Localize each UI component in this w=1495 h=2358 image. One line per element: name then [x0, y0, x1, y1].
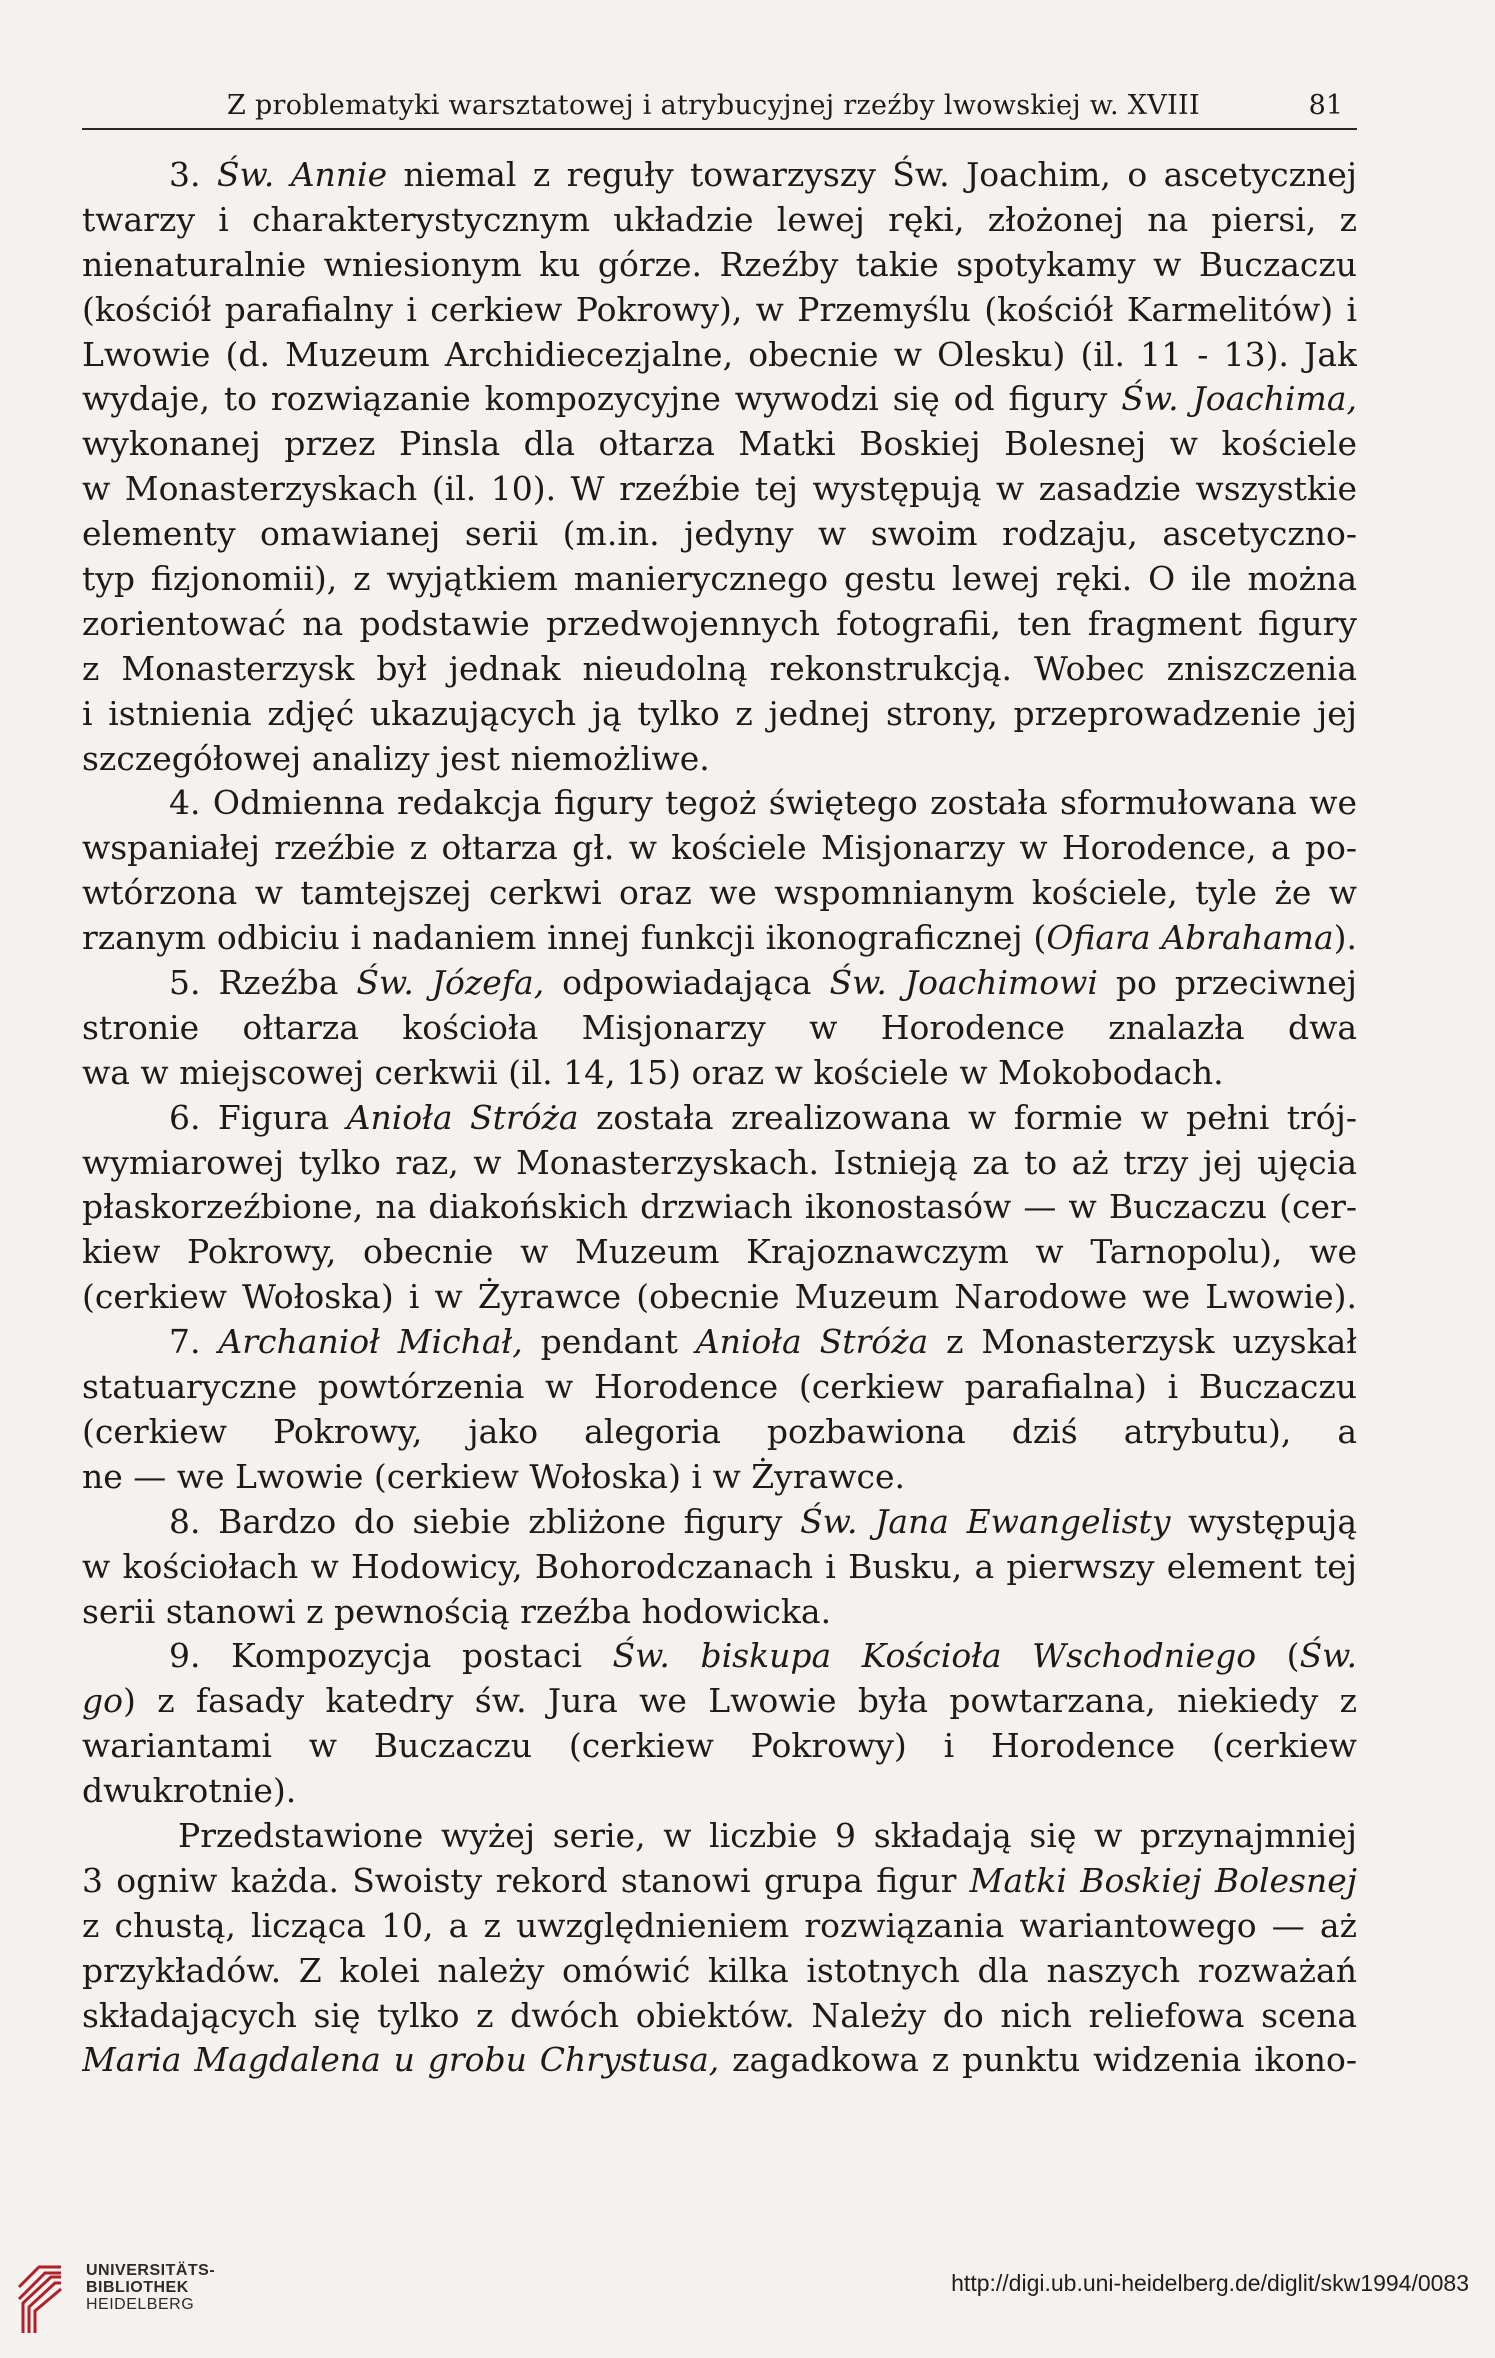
text-line: [82, 153, 1357, 198]
text-segment: ) z fasady katedry św. Jura we Lwowie była powtarzana, niekiedy z: [123, 1681, 1357, 1721]
text-line: [82, 1275, 1357, 1320]
text-line: [82, 1051, 1357, 1096]
text-line: [82, 1185, 1357, 1230]
text-segment: z Monasterzysk był jednak nieudolną rekonstrukcją. Wobec zniszczenia: [82, 648, 1357, 688]
text-line: [82, 1904, 1357, 1949]
italic-text: Św. Annie: [216, 155, 388, 194]
text-line: [82, 1679, 1357, 1724]
text-segment: składających się tylko z dwóch obiektów. Należy do nich reliefowa scena: [82, 1995, 1357, 2035]
text-line: [82, 1949, 1357, 1994]
italic-text: Matki Boskiej Bolesnej: [969, 1860, 1357, 1900]
text-segment: płaskorzeźbione, na diakońskich drzwiach ikonostasów — w Buczaczu (cer-: [82, 1187, 1357, 1227]
page-number: 81: [1308, 90, 1343, 121]
text-line: [82, 1141, 1357, 1186]
text-segment: typ fizjonomii), z wyjątkiem manierycznego gestu lewej ręki. O ile można: [82, 559, 1357, 599]
text-line: [82, 602, 1357, 647]
text-segment: przykładów. Z kolei należy omówić kilka istotnych dla naszych rozważań: [82, 1950, 1357, 1990]
text-segment: wymiarowej tylko raz, w Monasterzyskach. Istnieją za to aż trzy jej ujęcia: [82, 1142, 1357, 1182]
text-segment: z chustą, licząca 10, a z uwzględnieniem rozwiązania wariantowego — aż: [82, 1905, 1357, 1945]
text-line: [82, 737, 1357, 782]
text-line: [82, 647, 1357, 692]
text-segment: pendant: [522, 1322, 696, 1362]
text-segment: statuaryczne powtórzenia w Horodence (cerkiew parafialna) i Buczaczu: [82, 1367, 1357, 1407]
text-segment: 5. Rzeźba: [169, 963, 357, 1003]
text-segment: niemal z reguły towarzyszy Św. Joachim, o ascetycznej: [387, 155, 1357, 194]
text-line: [82, 781, 1357, 826]
text-line: [82, 1455, 1357, 1500]
text-segment: nienaturalnie wniesionym ku górze. Rzeźby takie spotykamy w Buczaczu: [82, 244, 1357, 284]
text-line: [82, 1769, 1357, 1814]
text-line: [82, 826, 1357, 871]
text-line: [82, 871, 1357, 916]
text-line: [82, 288, 1357, 333]
text-segment: po przeciwnej: [1097, 963, 1357, 1003]
text-line: [82, 1590, 1357, 1635]
italic-text: Archanioł Michał,: [218, 1322, 523, 1362]
text-segment: 8. Bardzo do siebie zbliżone figury: [169, 1501, 801, 1541]
text-line: [82, 692, 1357, 737]
university-library-logo-icon: [13, 2247, 67, 2337]
text-line: [82, 1634, 1357, 1679]
text-line: [82, 1859, 1357, 1904]
text-segment: serii stanowi z pewnością rzeźba hodowicka.: [82, 1591, 832, 1631]
text-segment: ne — we Lwowie (cerkiew Wołoska) i w Żyrawce.: [82, 1456, 905, 1496]
text-segment: zagadkowa z punktu widzenia ikono-: [719, 2040, 1357, 2080]
text-segment: 4. Odmienna redakcja figury tegoż świętego została sformułowana we: [169, 783, 1357, 823]
italic-text: Św.: [1299, 1636, 1357, 1676]
running-header: [82, 88, 1357, 130]
text-line: [82, 1814, 1357, 1859]
italic-text: Anioła Stróża: [346, 1097, 579, 1137]
text-segment: (: [1256, 1636, 1300, 1676]
italic-text: Św. Jana Ewangelisty: [800, 1501, 1171, 1541]
text-segment: 3 ogniw każda. Swoisty rekord stanowi grupa figur: [82, 1860, 970, 1900]
library-name-line-1: UNIVERSITÄTS-: [86, 2262, 216, 2279]
text-line: [82, 1365, 1357, 1410]
italic-text: Ofiara Abrahama: [1046, 918, 1334, 958]
text-segment: w Monasterzyskach (il. 10). W rzeźbie tej występują w zasadzie wszystkie: [82, 469, 1357, 509]
text-segment: występują: [1170, 1501, 1357, 1541]
text-line: [82, 1230, 1357, 1275]
source-url-link[interactable]: http://digi.ub.uni-heidelberg.de/diglit/skw1994/0083: [951, 2270, 1469, 2296]
text-line: [82, 916, 1357, 961]
text-segment: wariantami w Buczaczu (cerkiew Pokrowy) i Horodence (cerkiew: [82, 1726, 1357, 1766]
italic-text: go: [82, 1681, 123, 1721]
text-segment: (kościół parafialny i cerkiew Pokrowy), w Przemyślu (kościół Karmelitów) i: [82, 289, 1357, 329]
text-segment: w kościołach w Hodowicy, Bohorodczanach i Busku, a pierwszy element tej: [82, 1546, 1357, 1586]
text-segment: dwukrotnie).: [82, 1771, 297, 1811]
text-segment: 6. Figura: [169, 1097, 347, 1137]
text-segment: z Monasterzysk uzyskał: [928, 1322, 1357, 1362]
text-line: [82, 243, 1357, 288]
text-line: [82, 1545, 1357, 1590]
text-segment: twarzy i charakterystycznym układzie lewej ręki, złożonej na piersi, z: [82, 199, 1357, 239]
text-segment: zorientować na podstawie przedwojennych fotografii, ten fragment figury: [82, 603, 1357, 643]
italic-text: Św. biskupa Kościoła Wschodniego: [612, 1636, 1257, 1676]
text-segment: wa w miejscowej cerkwii (il. 14, 15) oraz w kościele w Mokobodach.: [82, 1052, 1224, 1092]
text-line: [82, 1994, 1357, 2039]
text-segment: Lwowie (d. Muzeum Archidiecezjalne, obecnie w Olesku) (il. 11 - 13). Jak: [82, 334, 1357, 374]
text-line: [82, 512, 1357, 557]
text-segment: wtórzona w tamtejszej cerkwi oraz we wspomnianym kościele, tyle że w: [82, 873, 1357, 913]
text-segment: odpowiadająca: [544, 963, 830, 1003]
italic-text: Anioła Stróża: [695, 1322, 929, 1362]
italic-text: Św. Józefa,: [356, 963, 545, 1003]
text-line: [82, 1006, 1357, 1051]
text-line: [82, 961, 1357, 1006]
text-line: [82, 198, 1357, 243]
running-title: Z problematyki warsztatowej i atrybucyjnej rzeźby lwowskiej w. XVIII: [227, 90, 1200, 121]
text-line: [82, 2038, 1357, 2083]
text-segment: 3.: [169, 155, 217, 194]
text-segment: 9. Kompozycja postaci: [169, 1636, 613, 1676]
text-segment: wspaniałej rzeźbie z ołtarza gł. w kościele Misjonarzy w Horodence, a po-: [82, 828, 1357, 868]
text-segment: rzanym odbiciu i nadaniem innej funkcji ikonograficznej (: [82, 918, 1047, 958]
text-line: [82, 422, 1357, 467]
text-line: [82, 1500, 1357, 1545]
italic-text: Św. Joachima,: [1121, 379, 1357, 419]
text-segment: wykonanej przez Pinsla dla ołtarza Matki Boskiej Bolesnej w kościele: [82, 424, 1357, 464]
text-segment: Przedstawione wyżej serie, w liczbie 9 składają się w przynajmniej: [178, 1815, 1357, 1855]
italic-text: Maria Magdalena u grobu Chrystusa,: [82, 2040, 720, 2080]
text-segment: (cerkiew Pokrowy, jako alegoria pozbawiona dziś atrybutu), a: [82, 1411, 1357, 1451]
italic-text: Św. Joachimowi: [829, 963, 1098, 1003]
text-segment: ).: [1333, 918, 1357, 958]
library-name-line-3: HEIDELBERG: [86, 2296, 195, 2313]
text-segment: wydaje, to rozwiązanie kompozycyjne wywodzi się od figury: [82, 379, 1122, 419]
text-segment: została zrealizowana w formie w pełni trój-: [578, 1097, 1357, 1137]
text-line: [82, 1320, 1357, 1365]
text-segment: 7.: [169, 1322, 219, 1362]
body-text: [82, 153, 1357, 2083]
text-segment: szczegółowej analizy jest niemożliwe.: [82, 738, 710, 778]
text-segment: kiew Pokrowy, obecnie w Muzeum Krajoznawczym w Tarnopolu), we: [82, 1232, 1357, 1272]
text-line: [82, 557, 1357, 602]
text-segment: stronie ołtarza kościoła Misjonarzy w Horodence znalazła dwa: [82, 1007, 1357, 1047]
text-line: [82, 1724, 1357, 1769]
footer: [0, 2240, 1495, 2358]
library-name-line-2: BIBLIOTHEK: [86, 2279, 189, 2296]
text-line: [82, 1096, 1357, 1141]
text-line: [82, 1410, 1357, 1455]
text-line: [82, 467, 1357, 512]
text-line: [82, 377, 1357, 422]
text-segment: i istnienia zdjęć ukazujących ją tylko z jednej strony, przeprowadzenie jej: [82, 693, 1357, 733]
library-name: [86, 2262, 215, 2313]
text-segment: elementy omawianej serii (m.in. jedyny w swoim rodzaju, ascetyczno-: [82, 514, 1357, 554]
text-line: [82, 333, 1357, 378]
text-segment: (cerkiew Wołoska) i w Żyrawce (obecnie Muzeum Narodowe we Lwowie).: [82, 1277, 1357, 1317]
